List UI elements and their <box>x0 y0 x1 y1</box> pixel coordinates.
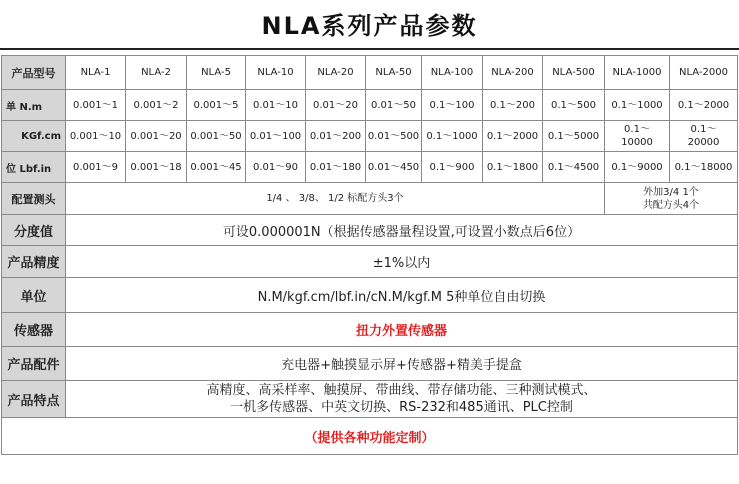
model-cell: NLA-200 <box>483 56 543 90</box>
accuracy-label: 产品精度 <box>2 246 66 278</box>
range-cell: 0.01～100 <box>246 121 306 152</box>
range-cell: 0.01～180 <box>306 152 366 183</box>
heads-label: 配置测头 <box>2 183 66 215</box>
unit-label: 单位 <box>2 278 66 313</box>
model-label: 产品型号 <box>2 56 66 90</box>
range-cell: 0.1～ 20000 <box>670 121 738 152</box>
accuracy-row <box>2 246 738 278</box>
model-cell: NLA-10 <box>246 56 306 90</box>
unit-lbf-label: 位 Lbf.in <box>2 152 66 183</box>
heads-extra: 外加3/4 1个 共配方头4个 <box>605 183 738 215</box>
range-cell: 0.001～20 <box>126 121 187 152</box>
range-cell: 0.1～200 <box>483 90 543 121</box>
range-cell: 0.001～18 <box>126 152 187 183</box>
model-cell: NLA-500 <box>543 56 605 90</box>
model-cell: NLA-1000 <box>605 56 670 90</box>
accessory-label: 产品配件 <box>2 347 66 381</box>
range-cell: 0.001～2 <box>126 90 187 121</box>
page-title: NLA系列产品参数 <box>261 12 478 40</box>
model-cell: NLA-2000 <box>670 56 738 90</box>
model-cell: NLA-100 <box>422 56 483 90</box>
feature-label: 产品特点 <box>2 381 66 418</box>
range-cell: 0.1～900 <box>422 152 483 183</box>
range-cell: 0.1～18000 <box>670 152 738 183</box>
range-cell: 0.001～10 <box>66 121 126 152</box>
resolution-row <box>2 215 738 246</box>
range-cell: 0.1～1000 <box>605 90 670 121</box>
range-cell: 0.01～200 <box>306 121 366 152</box>
range-cell: 0.01～20 <box>306 90 366 121</box>
resolution-value: 可设0.000001N（根据传感器量程设置,可设置小数点后6位） <box>66 215 738 246</box>
range-cell: 0.1～5000 <box>543 121 605 152</box>
model-row <box>2 56 738 90</box>
model-cell: NLA-20 <box>306 56 366 90</box>
feature-value <box>66 381 738 418</box>
range-cell: 0.1～1800 <box>483 152 543 183</box>
custom-note: （提供各种功能定制） <box>2 418 738 455</box>
unit-kgf-row <box>2 121 738 152</box>
range-cell: 0.1～2000 <box>670 90 738 121</box>
accessory-row <box>2 347 738 381</box>
title-divider <box>0 48 739 50</box>
unit-kgf-label: KGf.cm <box>2 121 66 152</box>
range-cell: 0.1～500 <box>543 90 605 121</box>
range-cell: 0.001～5 <box>187 90 246 121</box>
range-cell: 0.1～4500 <box>543 152 605 183</box>
range-cell: 0.01～500 <box>366 121 422 152</box>
accessory-value: 充电器+触摸显示屏+传感器+精美手提盒 <box>66 347 738 381</box>
spec-table <box>1 55 738 455</box>
sensor-label: 传感器 <box>2 313 66 347</box>
unit-row <box>2 278 738 313</box>
range-cell: 0.1～100 <box>422 90 483 121</box>
range-cell: 0.01～50 <box>366 90 422 121</box>
feature-line-2: 一机多传感器、中英文切换、RS-232和485通讯、PLC控制 <box>230 400 573 415</box>
heads-row <box>2 183 738 215</box>
unit-nm-row <box>2 90 738 121</box>
feature-row <box>2 381 738 418</box>
model-cell: NLA-1 <box>66 56 126 90</box>
model-cell: NLA-5 <box>187 56 246 90</box>
range-cell: 0.1～2000 <box>483 121 543 152</box>
unit-lbf-row <box>2 152 738 183</box>
custom-row <box>2 418 738 455</box>
range-cell: 0.1～1000 <box>422 121 483 152</box>
range-cell: 0.001～9 <box>66 152 126 183</box>
model-cell: NLA-2 <box>126 56 187 90</box>
model-cell: NLA-50 <box>366 56 422 90</box>
accuracy-value: ±1%以内 <box>66 246 738 278</box>
feature-line-1: 高精度、高采样率、触摸屏、带曲线、带存储功能、三种测试模式、 <box>206 383 597 398</box>
range-cell: 0.1～ 10000 <box>605 121 670 152</box>
range-cell: 0.01～10 <box>246 90 306 121</box>
sensor-row <box>2 313 738 347</box>
range-cell: 0.001～1 <box>66 90 126 121</box>
heads-standard: 1/4 、 3/8、 1/2 标配方头3个 <box>66 183 605 215</box>
range-cell: 0.01～90 <box>246 152 306 183</box>
unit-nm-label: 单 N.m <box>2 90 66 121</box>
sensor-value: 扭力外置传感器 <box>66 313 738 347</box>
range-cell: 0.01～450 <box>366 152 422 183</box>
resolution-label: 分度值 <box>2 215 66 246</box>
range-cell: 0.001～50 <box>187 121 246 152</box>
unit-value: N.M/kgf.cm/lbf.in/cN.M/kgf.M 5种单位自由切换 <box>66 278 738 313</box>
range-cell: 0.001～45 <box>187 152 246 183</box>
range-cell: 0.1～9000 <box>605 152 670 183</box>
